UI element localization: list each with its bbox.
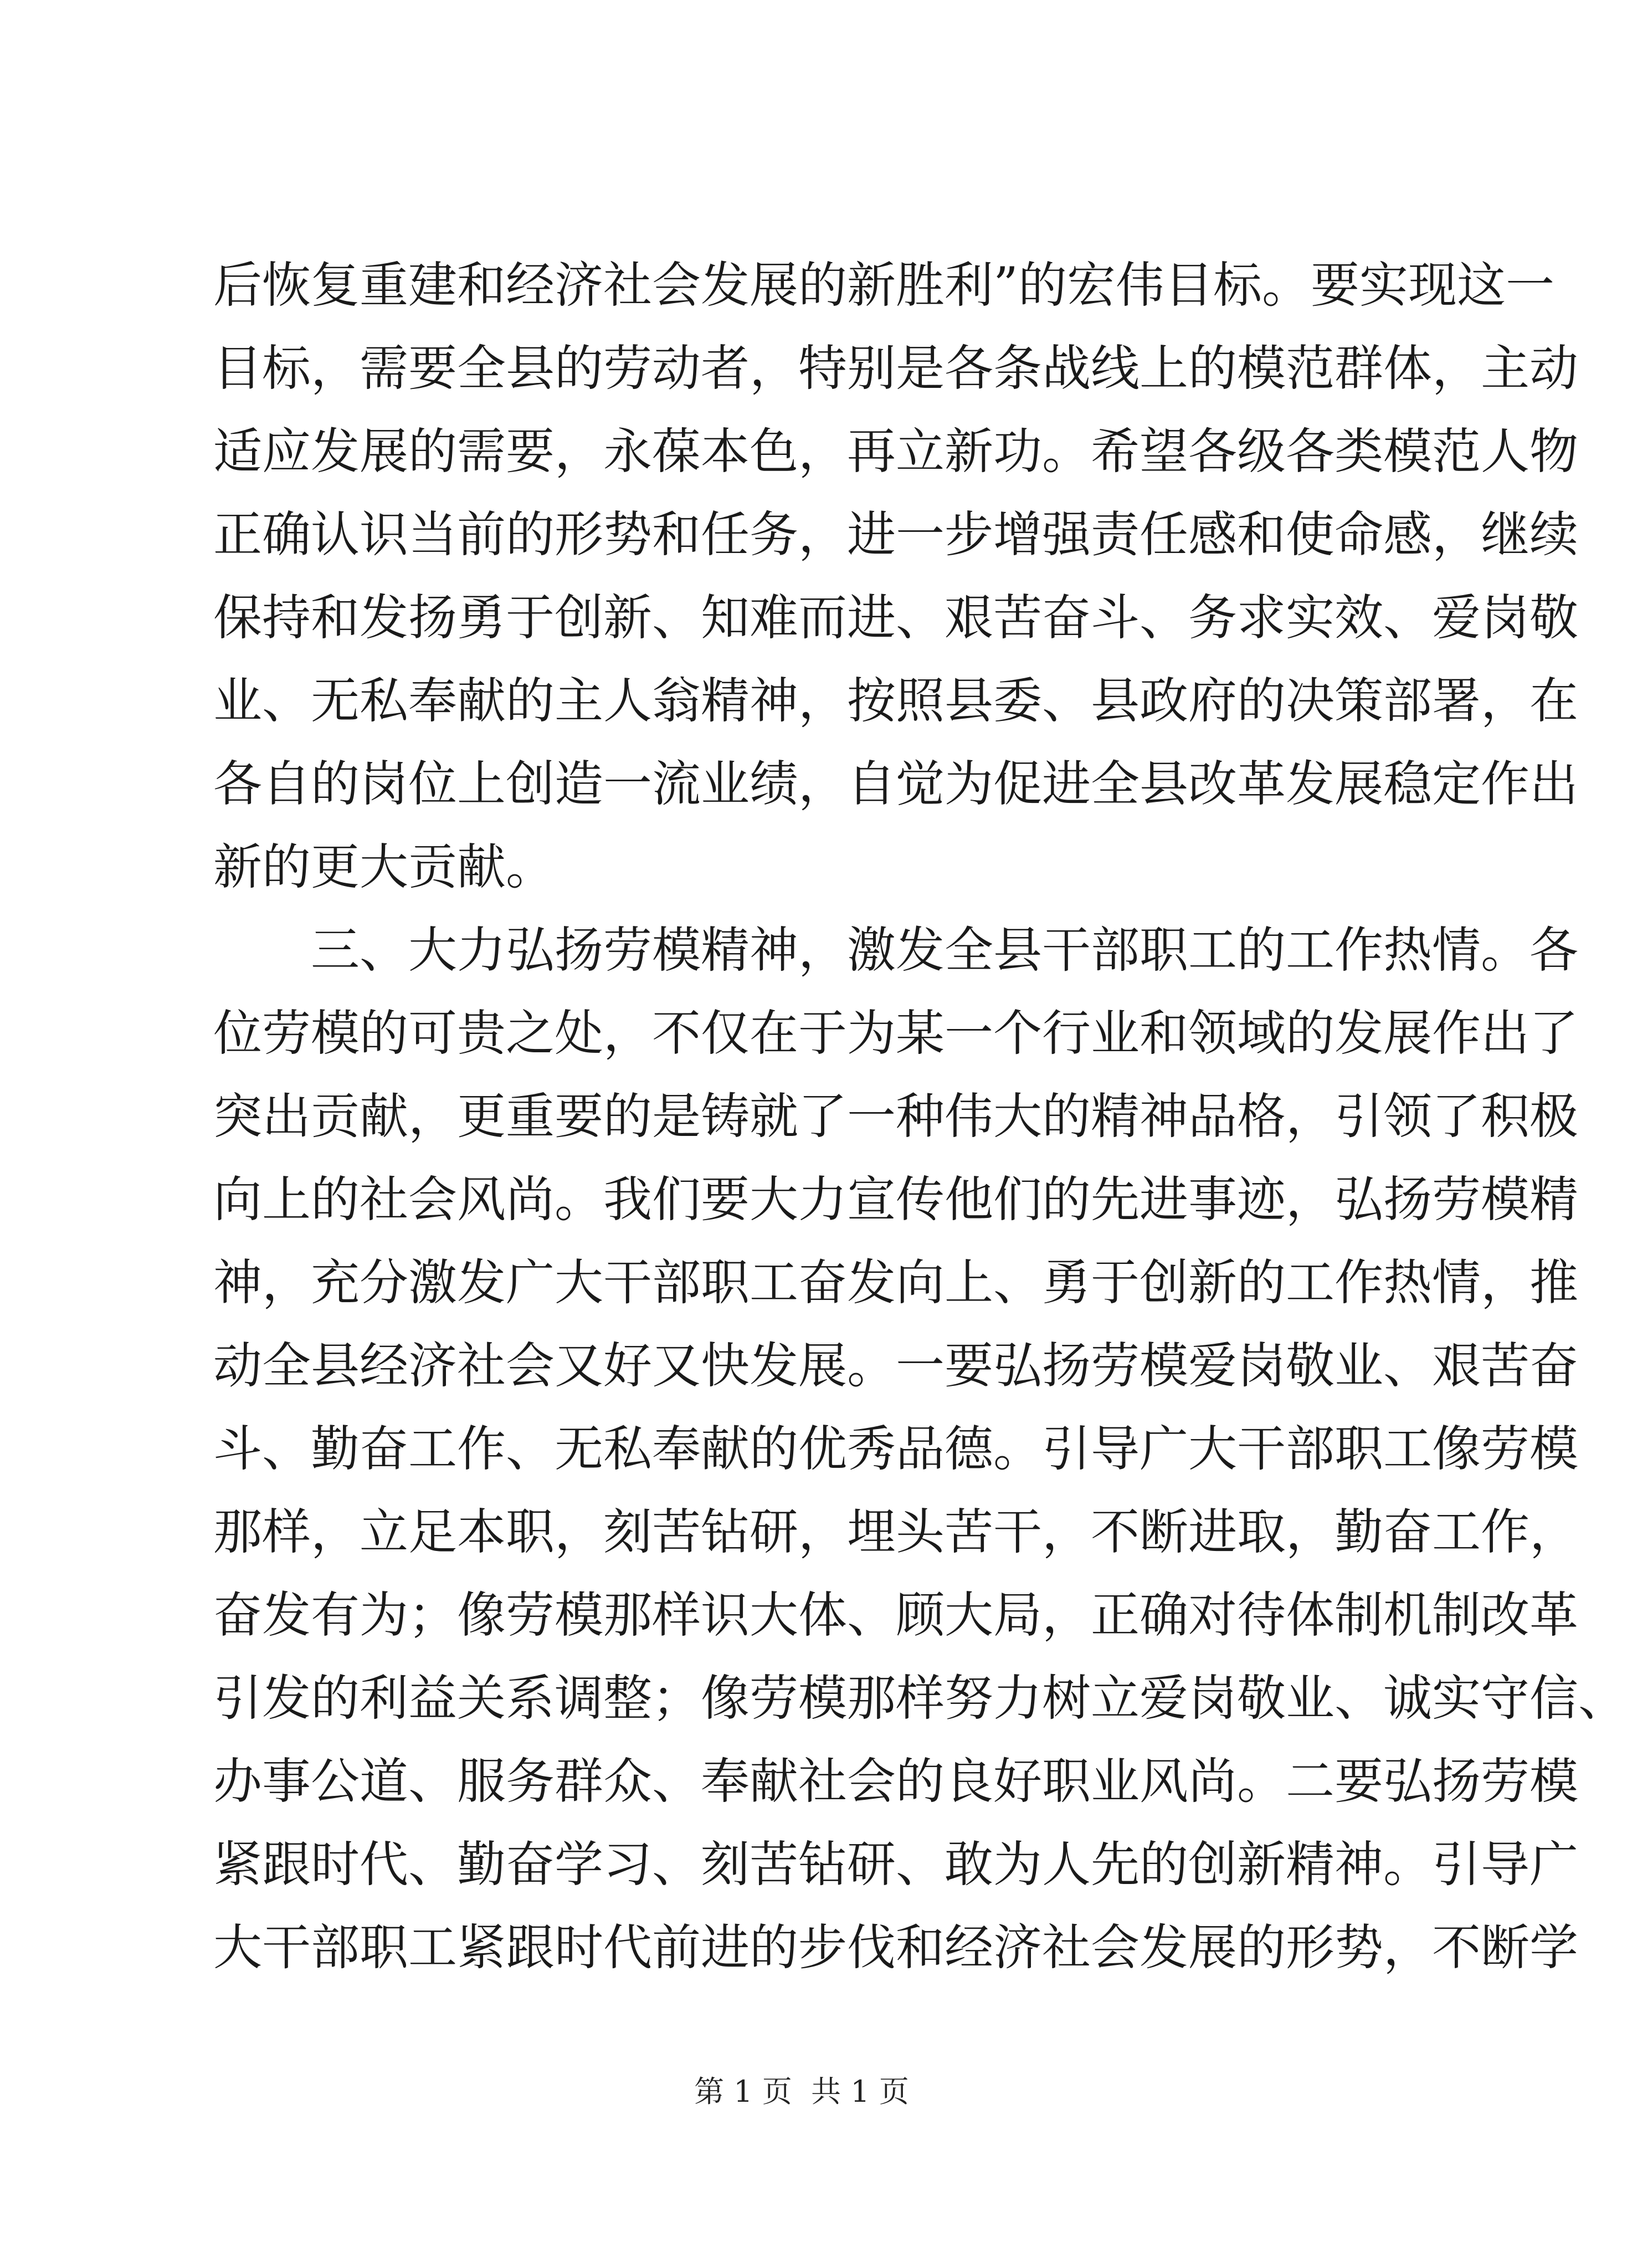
text-line: 适应发展的需要，永葆本色，再立新功。希望各级各类模范人物 [213,423,1579,480]
text-line: 奋发有为；像劳模那样识大体、顾大局，正确对待体制机制改革 [213,1586,1579,1644]
text-line: 紧跟时代、勤奋学习、刻苦钻研、敢为人先的创新精神。引导广 [213,1836,1579,1893]
text-line: 正确认识当前的形势和任务，进一步增强责任感和使命感，继续 [213,506,1579,563]
text-line: 各自的岗位上创造一流业绩，自觉为促进全县改革发展稳定作出 [213,755,1579,812]
text-line: 办事公道、服务群众、奉献社会的良好职业风尚。二要弘扬劳模 [213,1753,1579,1810]
text-line: 位劳模的可贵之处，不仅在于为某一个行业和领域的发展作出了 [213,1005,1579,1062]
text-line: 新的更大贡献。 [213,838,555,895]
paragraph-start-line: 三、大力弘扬劳模精神，激发全县干部职工的工作热情。各 [311,921,1579,979]
text-line: 引发的利益关系调整；像劳模那样努力树立爱岗敬业、诚实守信、 [213,1670,1627,1727]
text-line: 向上的社会风尚。我们要大力宣传他们的先进事迹，弘扬劳模精 [213,1171,1579,1228]
page-number-footer: 第 1 页 共 1 页 [694,2074,909,2109]
text-line: 神，充分激发广大干部职工奋发向上、勇于创新的工作热情，推 [213,1254,1579,1311]
text-line: 动全县经济社会又好又快发展。一要弘扬劳模爱岗敬业、艰苦奋 [213,1337,1579,1394]
text-line: 斗、勤奋工作、无私奉献的优秀品德。引导广大干部职工像劳模 [213,1420,1579,1477]
body-text [213,244,1627,1989]
text-line: 目标，需要全县的劳动者，特别是各条战线上的模范群体，主动 [213,340,1579,397]
text-line: 后恢复重建和经济社会发展的新胜利”的宏伟目标。要实现这一 [213,257,1554,314]
text-line: 那样，立足本职，刻苦钻研，埋头苦干，不断进取，勤奋工作， [213,1503,1579,1560]
text-line: 业、无私奉献的主人翁精神，按照县委、县政府的决策部署，在 [213,672,1579,729]
text-line: 大干部职工紧跟时代前进的步伐和经济社会发展的形势，不断学 [213,1919,1579,1976]
text-line: 保持和发扬勇于创新、知难而进、艰苦奋斗、务求实效、爱岗敬 [213,589,1579,646]
text-line: 突出贡献，更重要的是铸就了一种伟大的精神品格，引领了积极 [213,1088,1579,1145]
